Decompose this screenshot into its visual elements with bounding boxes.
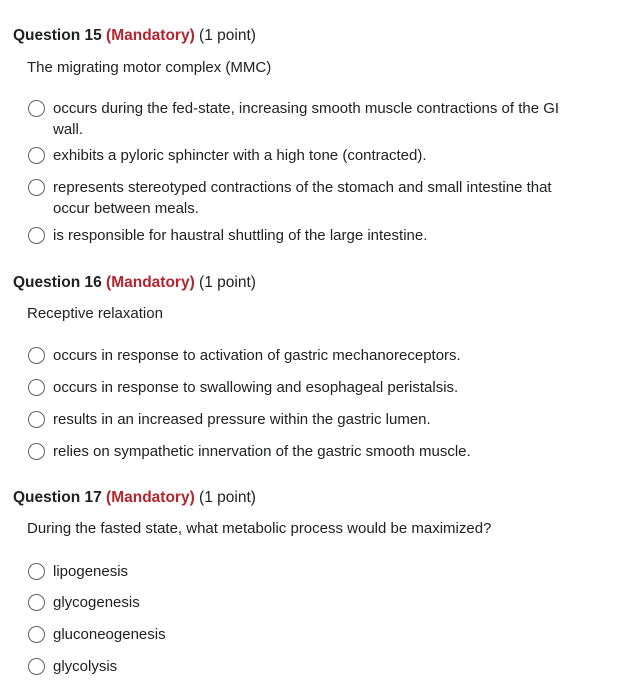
option-text: occurs during the fed-state, increasing smooth muscle contractions of the GI wall. [53,100,560,138]
option-text: exhibits a pyloric sphincter with a high tone (contracted). [53,147,427,164]
question-label: Question 17 [13,489,102,506]
question-17-prompt: During the fasted state, what metabolic process would be maximized? [27,520,492,537]
question-17-header [13,488,256,508]
radio-button[interactable] [28,563,45,580]
question-16-header [13,273,256,293]
option-text: glycogenesis [53,594,140,611]
option-text: represents stereotyped contractions of the stomach and small intestine that occur between meals. [53,179,552,217]
radio-button[interactable] [28,347,45,364]
option-text: occurs in response to activation of gastric mechanoreceptors. [53,347,461,364]
option-text: relies on sympathetic innervation of the gastric smooth muscle. [53,443,471,460]
option-text: gluconeogenesis [53,626,166,643]
radio-button[interactable] [28,626,45,643]
radio-button[interactable] [28,411,45,428]
radio-button[interactable] [28,147,45,164]
points-label: (1 point) [199,27,256,44]
points-label: (1 point) [199,274,256,291]
points-label: (1 point) [199,489,256,506]
option-text: lipogenesis [53,563,129,580]
question-15-prompt: The migrating motor complex (MMC) [27,59,272,76]
option-text: results in an increased pressure within the gastric lumen. [53,411,431,428]
question-16-prompt: Receptive relaxation [27,305,163,322]
option-text: is responsible for haustral shuttling of the large intestine. [53,227,428,244]
radio-button[interactable] [28,658,45,675]
option-text: glycolysis [53,658,118,675]
question-15-header [13,26,256,46]
radio-button[interactable] [28,443,45,460]
question-label: Question 16 [13,274,102,291]
option-text: occurs in response to swallowing and esophageal peristalsis. [53,379,459,396]
radio-button[interactable] [28,100,45,117]
mandatory-tag: (Mandatory) [106,489,195,506]
mandatory-tag: (Mandatory) [106,274,195,291]
radio-button[interactable] [28,179,45,196]
radio-button[interactable] [28,379,45,396]
radio-button[interactable] [28,227,45,244]
mandatory-tag: (Mandatory) [106,27,195,44]
question-label: Question 15 [13,27,102,44]
radio-button[interactable] [28,594,45,611]
